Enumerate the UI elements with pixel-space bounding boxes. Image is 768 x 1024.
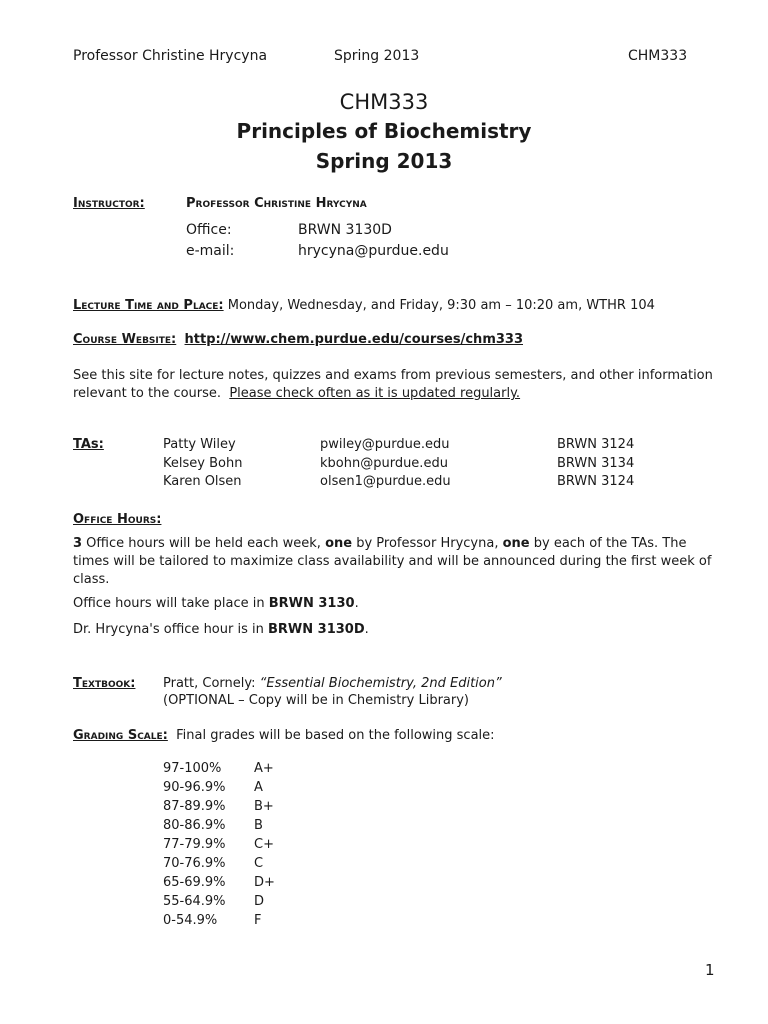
dr-office-hour: [73, 622, 369, 637]
website-link[interactable]: http://www.chem.purdue.edu/courses/chm333: [184, 332, 523, 347]
grade-range: 77-79.9%: [163, 837, 226, 852]
course-term: Spring 2013: [315, 149, 453, 173]
grade-letter: C+: [254, 837, 274, 852]
ta-room: BRWN 3124: [557, 474, 635, 489]
ta-email[interactable]: pwiley@purdue.edu: [320, 437, 450, 452]
oh-count: 3: [73, 536, 83, 551]
grading-label: Grading Scale:: [73, 728, 168, 743]
oh-text-3: by each of the TAs. The times will be tailored to maximize class availability and will be announced during the first week of class.: [73, 536, 712, 587]
instructor-label: Instructor:: [73, 196, 145, 211]
grade-range: 90-96.9%: [163, 780, 226, 795]
grade-range: 0-54.9%: [163, 913, 218, 928]
oh-loc-end: .: [354, 596, 359, 611]
website-description: [73, 367, 723, 403]
ta-room: BRWN 3124: [557, 437, 635, 452]
course-code: CHM333: [339, 90, 429, 114]
textbook-line: [163, 676, 502, 691]
page-number: 1: [705, 961, 715, 979]
office-value: BRWN 3130D: [298, 222, 392, 238]
ta-name: Kelsey Bohn: [163, 456, 243, 471]
grade-letter: D: [254, 894, 265, 909]
lecture-label: Lecture Time and Place:: [73, 298, 224, 313]
oh-text-2: by Professor Hrycyna,: [352, 536, 503, 551]
website-label: Course Website:: [73, 332, 177, 347]
website-desc-text: See this site for lecture notes, quizzes and exams from previous semesters, and other information relevant to the course.: [73, 368, 713, 401]
ta-name: Patty Wiley: [163, 437, 236, 452]
grade-range: 87-89.9%: [163, 799, 226, 814]
tas-label: TAs:: [73, 437, 104, 452]
oh-one-2: one: [502, 536, 530, 551]
oh-loc-room: BRWN 3130: [268, 596, 355, 611]
grade-letter: A+: [254, 761, 274, 776]
header-professor: Professor Christine Hrycyna: [73, 48, 268, 64]
dr-oh-room: BRWN 3130D: [267, 622, 365, 637]
ta-name: Karen Olsen: [163, 474, 242, 489]
textbook-note: (OPTIONAL – Copy will be in Chemistry Library): [163, 693, 470, 708]
textbook-title: “Essential Biochemistry, 2nd Edition”: [259, 676, 502, 691]
lecture-line: [73, 298, 655, 313]
grade-letter: C: [254, 856, 264, 871]
grade-range: 55-64.9%: [163, 894, 226, 909]
website-line: [73, 332, 523, 347]
grading-intro: Final grades will be based on the following scale:: [176, 728, 495, 743]
textbook-label: Textbook:: [73, 676, 136, 691]
office-label: Office:: [186, 222, 232, 238]
grade-letter: D+: [254, 875, 275, 890]
grade-letter: A: [254, 780, 263, 795]
grade-letter: B+: [254, 799, 274, 814]
header-course: CHM333: [628, 48, 688, 64]
textbook-author: Pratt, Cornely:: [163, 676, 260, 691]
grade-letter: F: [254, 913, 262, 928]
ta-email[interactable]: kbohn@purdue.edu: [320, 456, 448, 471]
grade-range: 80-86.9%: [163, 818, 226, 833]
dr-oh-end: .: [364, 622, 369, 637]
grading-line: [73, 728, 495, 743]
email-label: e-mail:: [186, 243, 235, 259]
header-term: Spring 2013: [334, 48, 420, 64]
oh-one-1: one: [325, 536, 353, 551]
ta-room: BRWN 3134: [557, 456, 635, 471]
grade-letter: B: [254, 818, 263, 833]
instructor-email[interactable]: hrycyna@purdue.edu: [298, 243, 449, 259]
grade-range: 70-76.9%: [163, 856, 226, 871]
website-note: Please check often as it is updated regularly.: [229, 386, 521, 401]
oh-text-1: Office hours will be held each week,: [82, 536, 326, 551]
lecture-text: Monday, Wednesday, and Friday, 9:30 am – 10:20 am, WTHR 104: [227, 298, 655, 313]
office-hours-location: [73, 596, 359, 611]
office-hours-paragraph: [73, 535, 723, 589]
office-hours-label: Office Hours:: [73, 512, 162, 527]
instructor-name: Professor Christine Hrycyna: [186, 196, 367, 211]
grade-range: 97-100%: [163, 761, 222, 776]
course-name: Principles of Biochemistry: [236, 119, 532, 143]
dr-oh-text: Dr. Hrycyna's office hour is in: [73, 622, 268, 637]
oh-loc-text: Office hours will take place in: [73, 596, 269, 611]
ta-email[interactable]: olsen1@purdue.edu: [320, 474, 451, 489]
grade-range: 65-69.9%: [163, 875, 226, 890]
